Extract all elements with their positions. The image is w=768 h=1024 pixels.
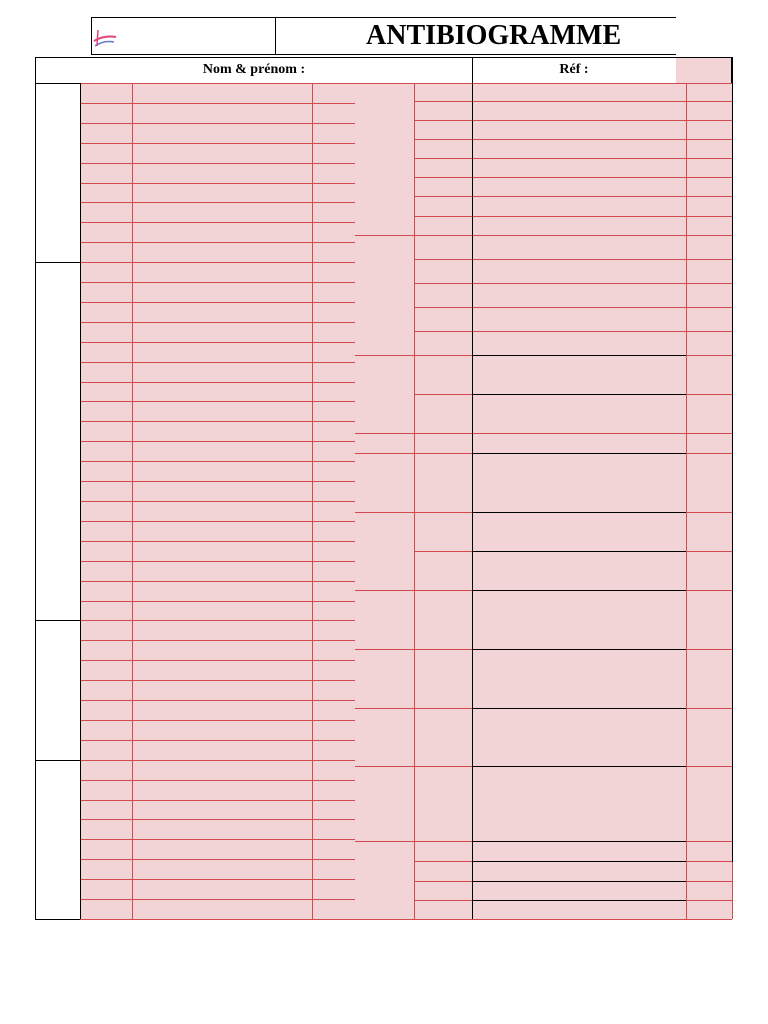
drug-row xyxy=(80,879,312,899)
group-label xyxy=(356,708,413,766)
grid-line xyxy=(80,780,355,781)
grid-line xyxy=(80,222,355,223)
drug-row xyxy=(80,123,312,143)
result-cell[interactable] xyxy=(312,143,355,163)
result-cell[interactable] xyxy=(312,720,355,740)
result-cell[interactable] xyxy=(312,601,355,620)
result-cell[interactable] xyxy=(686,307,732,331)
group-label xyxy=(356,766,413,841)
grid-line xyxy=(414,120,732,121)
grid-line xyxy=(80,202,355,203)
grid-line xyxy=(472,83,473,919)
group-label xyxy=(356,355,413,433)
result-cell[interactable] xyxy=(312,660,355,680)
grid-line xyxy=(80,760,355,761)
grid-line xyxy=(472,708,687,709)
result-cell[interactable] xyxy=(312,800,355,819)
ref-extra-field[interactable] xyxy=(676,57,732,84)
drug-row xyxy=(80,461,312,481)
drug-row xyxy=(80,521,312,541)
result-cell[interactable] xyxy=(686,649,732,708)
drug-row xyxy=(80,421,312,441)
result-cell[interactable] xyxy=(686,433,732,453)
grid-line xyxy=(80,163,355,164)
name-label: Nom & prénom : xyxy=(202,62,306,78)
drug-row xyxy=(80,262,312,282)
result-cell[interactable] xyxy=(686,394,732,433)
result-cell[interactable] xyxy=(312,581,355,601)
grid-line xyxy=(35,919,80,920)
grid-line xyxy=(80,581,355,582)
result-cell[interactable] xyxy=(312,760,355,780)
drug-row xyxy=(80,202,312,222)
grid-line xyxy=(80,899,355,900)
grid-line xyxy=(472,861,687,862)
result-cell[interactable] xyxy=(686,196,732,216)
result-cell[interactable] xyxy=(686,331,732,355)
grid-line xyxy=(80,302,355,303)
result-cell[interactable] xyxy=(686,881,732,900)
ref-field[interactable] xyxy=(472,57,677,84)
grid-line xyxy=(80,103,355,104)
ref-label: Réf : xyxy=(559,62,589,78)
drug-row xyxy=(80,899,312,919)
result-cell[interactable] xyxy=(686,861,732,881)
result-cell[interactable] xyxy=(312,282,355,302)
result-cell[interactable] xyxy=(686,766,732,841)
result-cell[interactable] xyxy=(686,283,732,307)
grid-line xyxy=(414,331,732,332)
result-cell[interactable] xyxy=(686,841,732,861)
result-cell[interactable] xyxy=(312,640,355,660)
drug-row xyxy=(80,362,312,382)
result-cell[interactable] xyxy=(686,101,732,120)
drug-row xyxy=(80,242,312,262)
result-cell[interactable] xyxy=(312,421,355,441)
result-cell-blank[interactable] xyxy=(686,83,732,84)
grid-line xyxy=(80,521,355,522)
result-cell[interactable] xyxy=(312,103,355,123)
result-cell[interactable] xyxy=(312,859,355,879)
result-cell[interactable] xyxy=(312,680,355,700)
result-cell[interactable] xyxy=(686,512,732,551)
drug-row xyxy=(80,780,312,800)
result-cell[interactable] xyxy=(312,819,355,839)
result-cell[interactable] xyxy=(312,481,355,501)
result-cell[interactable] xyxy=(686,120,732,139)
grid-line xyxy=(414,307,732,308)
grid-line xyxy=(80,800,355,801)
result-cell[interactable] xyxy=(686,177,732,196)
drug-row xyxy=(80,481,312,501)
result-cell[interactable] xyxy=(312,501,355,521)
result-cell[interactable] xyxy=(686,708,732,766)
grid-line xyxy=(414,259,732,260)
drug-row xyxy=(80,740,312,760)
family-label xyxy=(36,262,79,620)
grid-line xyxy=(355,919,732,920)
result-cell[interactable] xyxy=(312,222,355,242)
grid-line xyxy=(472,766,687,767)
group-label xyxy=(356,590,413,649)
result-cell[interactable] xyxy=(686,900,732,919)
title-box xyxy=(275,17,676,55)
grid-line xyxy=(414,139,732,140)
result-cell[interactable] xyxy=(312,700,355,720)
result-cell[interactable] xyxy=(686,259,732,283)
grid-line xyxy=(80,421,355,422)
drug-row xyxy=(80,302,312,322)
grid-line xyxy=(80,640,355,641)
drug-row xyxy=(80,163,312,183)
grid-line xyxy=(80,83,81,919)
drug-row xyxy=(80,541,312,561)
grid-line xyxy=(80,322,355,323)
grid-line xyxy=(472,649,687,650)
grid-line xyxy=(686,83,687,919)
drug-row xyxy=(80,222,312,242)
grid-line xyxy=(80,282,355,283)
group-label xyxy=(356,235,413,355)
result-cell[interactable] xyxy=(312,362,355,382)
result-cell[interactable] xyxy=(686,158,732,177)
result-cell[interactable] xyxy=(686,83,732,101)
grid-line xyxy=(414,158,732,159)
grid-line xyxy=(80,362,355,363)
drug-row xyxy=(80,800,312,819)
drug-row xyxy=(80,819,312,839)
grid-line xyxy=(414,83,415,919)
result-cell[interactable] xyxy=(312,620,355,640)
family-label xyxy=(36,620,79,760)
drug-row xyxy=(80,601,312,620)
grid-line xyxy=(80,720,355,721)
drug-row xyxy=(80,103,312,123)
result-cell[interactable] xyxy=(312,879,355,899)
result-cell[interactable] xyxy=(312,262,355,282)
grid-line xyxy=(472,453,687,454)
drug-row xyxy=(80,660,312,680)
result-cell[interactable] xyxy=(312,839,355,859)
result-cell[interactable] xyxy=(312,242,355,262)
grid-line xyxy=(80,83,355,84)
grid-line xyxy=(472,900,687,901)
grid-line xyxy=(472,355,687,356)
group-label xyxy=(356,841,413,919)
grid-line xyxy=(80,143,355,144)
grid-line xyxy=(80,441,355,442)
grid-line xyxy=(132,83,133,919)
grid-line xyxy=(472,512,687,513)
grid-line xyxy=(414,216,732,217)
grid-line xyxy=(80,660,355,661)
grid-line xyxy=(472,551,687,552)
grid-line xyxy=(80,700,355,701)
drug-row xyxy=(80,859,312,879)
result-cell[interactable] xyxy=(312,123,355,143)
grid-line xyxy=(312,83,313,919)
drug-row xyxy=(80,760,312,780)
drug-row xyxy=(80,83,312,103)
grid-line xyxy=(414,101,732,102)
drug-row xyxy=(80,620,312,640)
result-cell[interactable] xyxy=(686,590,732,649)
grid-line xyxy=(80,680,355,681)
drug-row xyxy=(80,700,312,720)
grid-line xyxy=(80,501,355,502)
result-cell[interactable] xyxy=(312,382,355,401)
result-cell[interactable] xyxy=(312,322,355,342)
result-cell[interactable] xyxy=(312,401,355,421)
page-title: ANTIBIOGRAMME xyxy=(366,20,622,51)
group-label xyxy=(356,649,413,708)
result-cell[interactable] xyxy=(686,216,732,235)
family-label xyxy=(36,760,79,919)
grid-line xyxy=(80,919,355,920)
grid-line xyxy=(472,881,687,882)
grid-line xyxy=(472,841,687,842)
result-cell[interactable] xyxy=(312,521,355,541)
group-label xyxy=(356,512,413,590)
grid-line xyxy=(80,262,355,263)
grid-line xyxy=(414,177,732,178)
grid-line xyxy=(80,541,355,542)
grid-line xyxy=(80,382,355,383)
grid-line xyxy=(732,57,733,862)
result-cell[interactable] xyxy=(312,441,355,461)
result-cell[interactable] xyxy=(686,235,732,259)
grid-line xyxy=(80,183,355,184)
result-cell[interactable] xyxy=(686,139,732,158)
drug-row xyxy=(80,680,312,700)
result-cell[interactable] xyxy=(686,453,732,512)
result-cell[interactable] xyxy=(312,302,355,322)
result-cell[interactable] xyxy=(312,163,355,183)
group-label xyxy=(356,433,413,453)
grid-line xyxy=(414,196,732,197)
drug-row xyxy=(80,382,312,401)
drug-row xyxy=(80,183,312,202)
grid-line xyxy=(80,242,355,243)
drug-row xyxy=(80,581,312,601)
grid-line xyxy=(80,740,355,741)
grid-line xyxy=(80,342,355,343)
drug-row xyxy=(80,342,312,362)
drug-row xyxy=(80,401,312,421)
grid-line xyxy=(80,401,355,402)
drug-row xyxy=(80,143,312,163)
result-cell[interactable] xyxy=(312,561,355,581)
result-cell[interactable] xyxy=(312,461,355,481)
name-field[interactable] xyxy=(35,57,473,84)
drug-row xyxy=(80,322,312,342)
result-cell[interactable] xyxy=(312,740,355,760)
result-cell[interactable] xyxy=(312,780,355,800)
grid-line xyxy=(472,394,687,395)
result-cell[interactable] xyxy=(312,342,355,362)
drug-row xyxy=(80,561,312,581)
grid-line xyxy=(80,481,355,482)
result-cell[interactable] xyxy=(312,183,355,202)
grid-line xyxy=(80,620,355,621)
drug-row xyxy=(80,720,312,740)
grid-line xyxy=(80,819,355,820)
result-cell[interactable] xyxy=(686,551,732,590)
grid-line xyxy=(80,561,355,562)
grid-line xyxy=(80,859,355,860)
grid-line xyxy=(80,461,355,462)
group-label xyxy=(356,83,413,235)
grid-line xyxy=(80,839,355,840)
logo-icon xyxy=(92,27,122,49)
group-label xyxy=(356,453,413,512)
grid-line xyxy=(414,283,732,284)
drug-row xyxy=(80,839,312,859)
result-cell[interactable] xyxy=(312,83,355,103)
drug-row xyxy=(80,640,312,660)
drug-row xyxy=(80,441,312,461)
logo-box xyxy=(91,17,276,55)
drug-row xyxy=(80,501,312,521)
grid-line xyxy=(80,879,355,880)
result-cell[interactable] xyxy=(312,541,355,561)
grid-line xyxy=(80,123,355,124)
grid-line xyxy=(472,590,687,591)
drug-row xyxy=(80,282,312,302)
result-cell[interactable] xyxy=(312,899,355,919)
grid-line xyxy=(80,601,355,602)
result-cell[interactable] xyxy=(312,202,355,222)
result-cell[interactable] xyxy=(686,355,732,394)
family-label xyxy=(36,83,79,262)
